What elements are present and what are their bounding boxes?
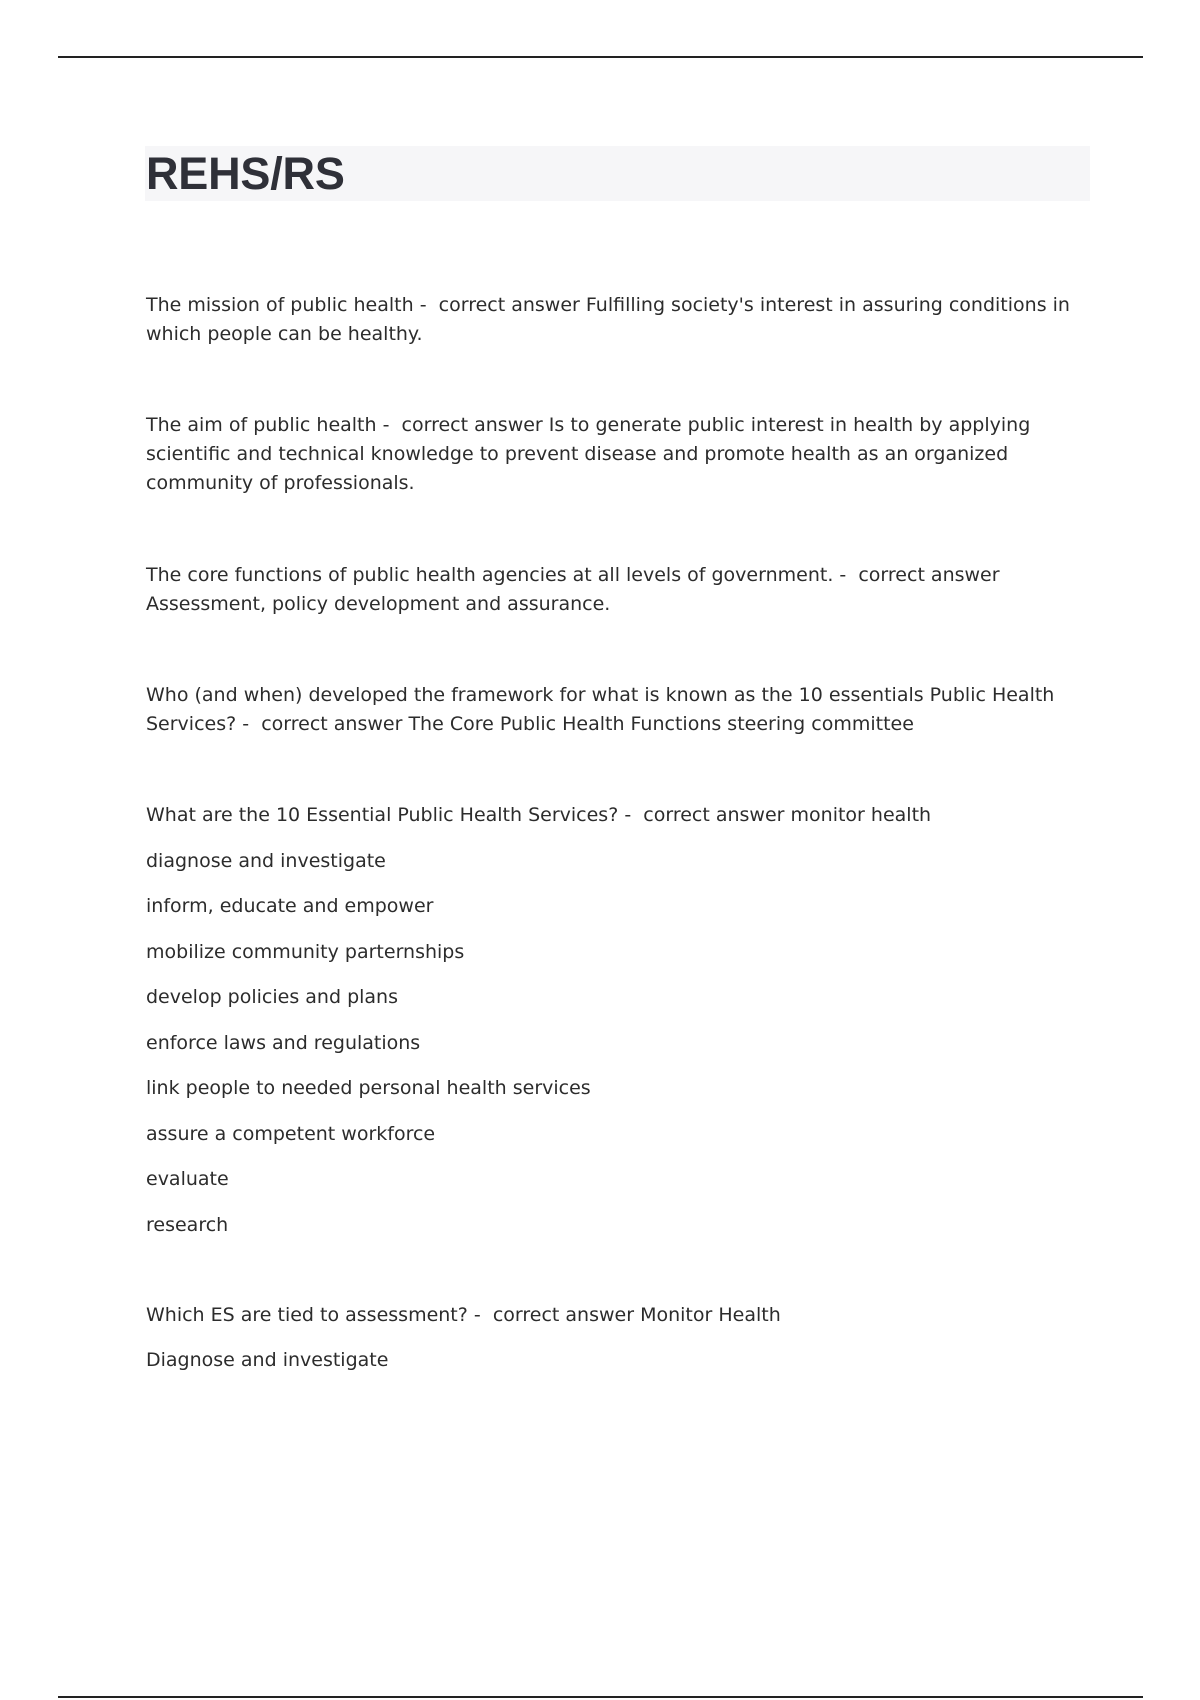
answer-text: Is to generate public interest in health by applying scientific and technical knowledge to prevent disease and promote health as an organized community of professionals. [146, 414, 1031, 494]
answer-text: monitor health [790, 804, 932, 826]
answer-line: assure a competent workforce [146, 1123, 436, 1145]
answer-line: develop policies and plans [146, 986, 398, 1008]
page-bottom-rule [58, 1696, 1143, 1698]
answer-line: link people to needed personal health services [146, 1077, 591, 1099]
answer-line: diagnose and investigate [146, 850, 386, 872]
answer-line: Diagnose and investigate [146, 1349, 389, 1371]
qa-item-assessment: Which ES are tied to assessment? - correct answer Monitor Health [146, 1304, 781, 1326]
question-text: Who (and when) developed the framework for what is known as the 10 essentials Public Health Services? [146, 684, 1055, 735]
document-title: REHS/RS [146, 148, 345, 199]
answer-text: Fulfilling society's interest in assuring conditions in which people can be healthy. [146, 294, 1070, 345]
answer-line: evaluate [146, 1168, 229, 1190]
answer-line: inform, educate and empower [146, 895, 434, 917]
answer-text: The Core Public Health Functions steering committee [408, 713, 914, 735]
qa-item-essential-services: What are the 10 Essential Public Health Services? - correct answer monitor health [146, 804, 932, 826]
answer-prefix: correct answer [438, 294, 580, 316]
answer-prefix: correct answer [492, 1304, 635, 1326]
qa-item-framework: Who (and when) developed the framework for what is known as the 10 essentials Public Health Services? - correct answer The Core Public Health Functions steering committee [146, 684, 1055, 735]
answer-prefix: correct answer [401, 414, 543, 436]
page-top-rule [58, 56, 1143, 58]
question-text: The aim of public health [146, 414, 377, 436]
qa-item-mission: The mission of public health - correct answer Fulfilling society's interest in assuring conditions in which people can be healthy. [146, 294, 1070, 345]
answer-line: mobilize community parternships [146, 941, 465, 963]
answer-text: Monitor Health [640, 1304, 781, 1326]
qa-item-aim: The aim of public health - correct answer Is to generate public interest in health by applying scientific and technical knowledge to prevent disease and promote health as an organized community of professionals. [146, 414, 1031, 494]
qa-item-core-functions: The core functions of public health agencies at all levels of government. - correct answer Assessment, policy development and assurance. [146, 564, 1000, 615]
answer-line: enforce laws and regulations [146, 1032, 421, 1054]
answer-text: Assessment, policy development and assurance. [146, 593, 611, 615]
question-text: The mission of public health [146, 294, 414, 316]
answer-prefix: correct answer [643, 804, 785, 826]
question-text: The core functions of public health agencies at all levels of government. [146, 564, 834, 586]
answer-prefix: correct answer [858, 564, 1000, 586]
answer-line: research [146, 1214, 229, 1236]
answer-prefix: correct answer [261, 713, 403, 735]
question-text: What are the 10 Essential Public Health Services? [146, 804, 619, 826]
question-text: Which ES are tied to assessment? [146, 1304, 468, 1326]
